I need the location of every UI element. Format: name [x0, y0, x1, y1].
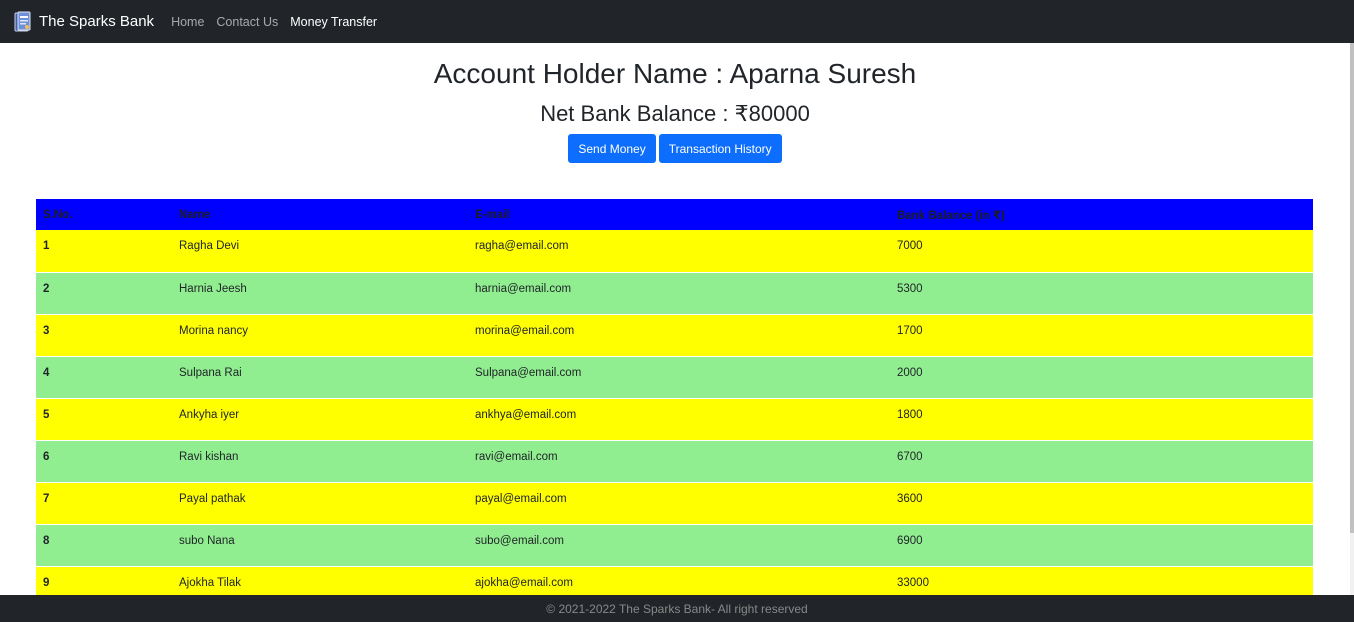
- header-name: Name: [172, 199, 468, 230]
- account-holder-heading: Account Holder Name : Aparna Suresh: [433, 58, 917, 89]
- row-name: Payal pathak: [172, 482, 468, 524]
- row-sno: 7: [36, 482, 172, 524]
- table-header-row: [36, 199, 1313, 230]
- table-row[interactable]: [36, 272, 1313, 314]
- row-balance: 2000: [890, 356, 1313, 398]
- customers-table: [36, 199, 1313, 595]
- table-row[interactable]: [36, 314, 1313, 356]
- table-row[interactable]: [36, 356, 1313, 398]
- row-balance: 33000: [890, 566, 1313, 595]
- row-sno: 4: [36, 356, 172, 398]
- table-row[interactable]: [36, 482, 1313, 524]
- table-row[interactable]: [36, 524, 1313, 566]
- table-row[interactable]: [36, 230, 1313, 272]
- net-balance-heading: Net Bank Balance : ₹80000: [540, 101, 810, 126]
- row-name: Ajokha Tilak: [172, 566, 468, 595]
- header-balance: Bank Balance (in ₹): [890, 199, 1313, 230]
- row-sno: 6: [36, 440, 172, 482]
- row-email: ankhya@email.com: [468, 398, 890, 440]
- transaction-history-button[interactable]: Transaction History: [659, 134, 782, 163]
- row-name: Ragha Devi: [172, 230, 468, 272]
- table-row[interactable]: [36, 398, 1313, 440]
- row-name: Ravi kishan: [172, 440, 468, 482]
- row-sno: 3: [36, 314, 172, 356]
- row-balance: 5300: [890, 272, 1313, 314]
- row-email: subo@email.com: [468, 524, 890, 566]
- header-sno: S.No.: [36, 199, 172, 230]
- row-name: Ankyha iyer: [172, 398, 468, 440]
- row-sno: 1: [36, 230, 172, 272]
- row-email: ajokha@email.com: [468, 566, 890, 595]
- row-sno: 5: [36, 398, 172, 440]
- row-name: Morina nancy: [172, 314, 468, 356]
- table-row[interactable]: [36, 440, 1313, 482]
- page-footer: [0, 595, 1354, 622]
- row-email: harnia@email.com: [468, 272, 890, 314]
- row-email: ravi@email.com: [468, 440, 890, 482]
- header-email: E-mail: [468, 199, 890, 230]
- bank-book-icon: [14, 11, 32, 33]
- row-email: payal@email.com: [468, 482, 890, 524]
- row-name: subo Nana: [172, 524, 468, 566]
- table-row[interactable]: [36, 566, 1313, 595]
- nav-links: [171, 15, 389, 29]
- row-balance: 6900: [890, 524, 1313, 566]
- action-buttons: [0, 134, 1350, 163]
- row-name: Harnia Jeesh: [172, 272, 468, 314]
- main-content: [0, 43, 1350, 595]
- top-navbar: [0, 0, 1354, 43]
- row-sno: 8: [36, 524, 172, 566]
- row-sno: 2: [36, 272, 172, 314]
- row-email: ragha@email.com: [468, 230, 890, 272]
- row-balance: 7000: [890, 230, 1313, 272]
- nav-home-link[interactable]: Home: [171, 14, 205, 29]
- send-money-button[interactable]: Send Money: [568, 134, 655, 163]
- row-sno: 9: [36, 566, 172, 595]
- row-balance: 6700: [890, 440, 1313, 482]
- row-name: Sulpana Rai: [172, 356, 468, 398]
- row-balance: 3600: [890, 482, 1313, 524]
- brand-link[interactable]: [14, 11, 154, 33]
- nav-contact-link[interactable]: Contact Us: [216, 14, 279, 29]
- page-scrollbar[interactable]: [1350, 43, 1354, 595]
- nav-money-transfer-link[interactable]: Money Transfer: [290, 14, 378, 29]
- scrollbar-thumb[interactable]: [1350, 43, 1354, 533]
- row-balance: 1800: [890, 398, 1313, 440]
- row-balance: 1700: [890, 314, 1313, 356]
- row-email: morina@email.com: [468, 314, 890, 356]
- footer-copyright: © 2021-2022 The Sparks Bank- All right reserved: [546, 601, 808, 616]
- brand-name: The Sparks Bank: [39, 13, 155, 30]
- row-email: Sulpana@email.com: [468, 356, 890, 398]
